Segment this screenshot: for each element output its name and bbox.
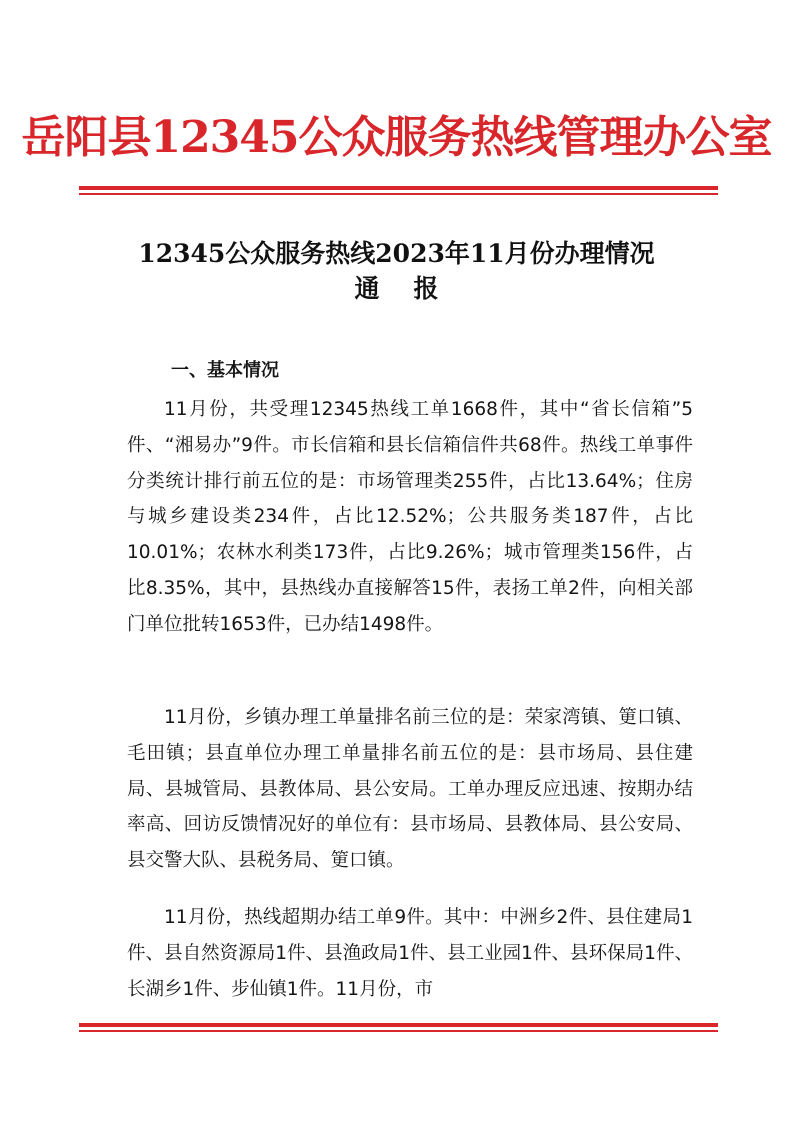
body-paragraph: 11月份，热线超期办结工单9件。其中：中洲乡2件、县住建局1件、县自然资源局1件、县渔政局1件、县工业园1件、县环保局1件、长湖乡1件、步仙镇1件。11月份，市	[127, 907, 693, 1000]
footer-red-rule-thick	[79, 1023, 718, 1027]
section-heading: 一、基本情况	[171, 360, 279, 381]
body-paragraph: 11月份，共受理12345热线工单1668件，其中“省长信箱”5件、“湘易办”9件。市长信箱和县长信箱信件共68件。热线工单事件分类统计排行前五位的是：市场管理类255件，占比13.64%；住房与城乡建设类234件，占比12.52%；公共服务类187件，占比10.01%；农林水利类173件，占比9.26%；城市管理类156件，占比8.35%，其中，县热线办直接解答15件，表扬工单2件，向相关部门单位批转1653件，已办结1498件。	[127, 399, 693, 635]
footer-red-rule-thin	[79, 1030, 718, 1032]
document-title-line2: 通报	[354, 274, 473, 303]
document-title-line1: 12345公众服务热线2023年11月份办理情况	[138, 239, 655, 268]
org-header-title: 岳阳县12345公众服务热线管理办公室	[21, 112, 772, 163]
header-red-rule-thick	[79, 186, 718, 190]
body-paragraph: 11月份，乡镇办理工单量排名前三位的是：荣家湾镇、筻口镇、毛田镇；县直单位办理工单量排名前五位的是：县市场局、县住建局、县城管局、县教体局、县公安局。工单办理反应迅速、按期办结率高、回访反馈情况好的单位有：县市场局、县教体局、县公安局、县交警大队、县税务局、筻口镇。	[127, 707, 693, 872]
header-red-rule-thin	[79, 193, 718, 195]
